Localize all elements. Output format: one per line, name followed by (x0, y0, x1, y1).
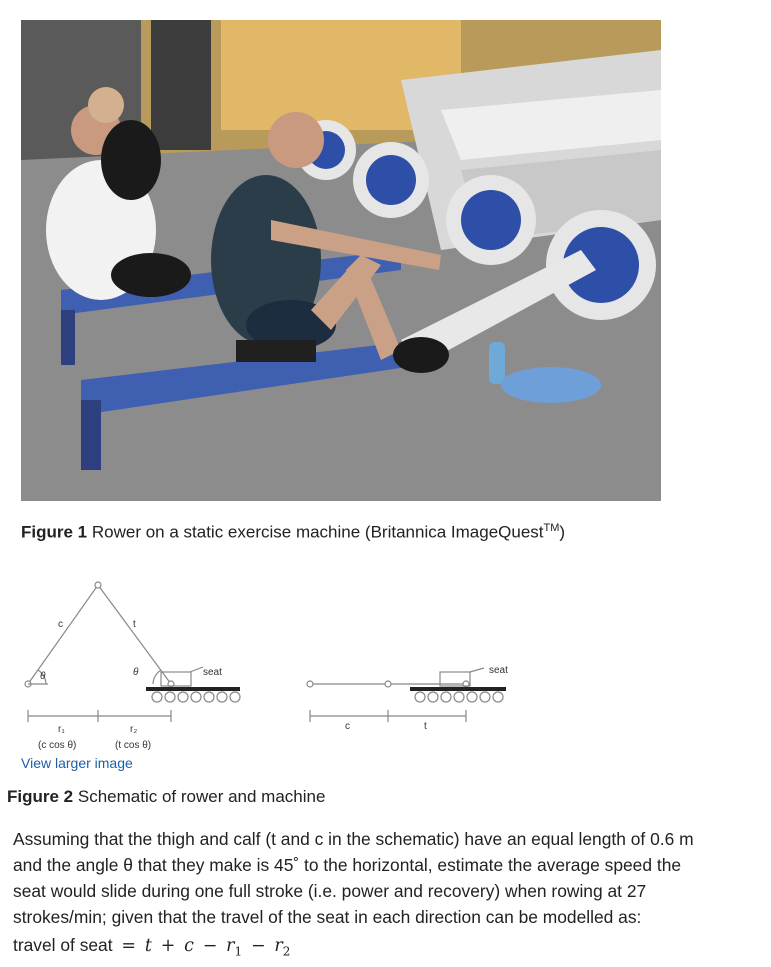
formula-r1-base: r (226, 936, 235, 956)
formula-t: t (144, 936, 152, 956)
schematic-roller (467, 692, 477, 702)
schematic-roller (165, 692, 175, 702)
formula-c: c (184, 936, 194, 956)
formula-minus-2: − (250, 936, 266, 956)
schematic-roller (230, 692, 240, 702)
schematic-leg-c (28, 585, 98, 684)
figure-2-text: Schematic of rower and machine (77, 787, 326, 806)
schematic-label-c: c (58, 619, 63, 630)
seat-travel-formula (13, 935, 290, 958)
figure-2-caption (7, 787, 325, 807)
schematic-label-r2-expr: (t cos θ) (115, 740, 152, 751)
schematic-knee-joint (95, 582, 101, 588)
formula-r2 (274, 936, 291, 959)
schematic-label-t: t (133, 619, 136, 630)
trademark-mark: TM (543, 522, 560, 534)
schematic-right-seat-pointer (470, 668, 484, 672)
schematic-seat-box (161, 672, 191, 686)
formula-prefix: travel of seat (13, 935, 113, 955)
view-larger-image-link[interactable]: View larger image (21, 755, 133, 771)
formula-r2-sub: 2 (282, 944, 291, 959)
schematic-roller (428, 692, 438, 702)
formula-plus: + (160, 936, 176, 956)
schematic-roller (217, 692, 227, 702)
figure-2-label: Figure 2 (7, 787, 74, 806)
schematic-label-theta-left: θ (40, 671, 46, 682)
schematic-roller (415, 692, 425, 702)
rower-schematic (18, 572, 518, 757)
schematic-roller (480, 692, 490, 702)
schematic-roller (204, 692, 214, 702)
formula-r2-base: r (274, 936, 283, 956)
rower-photo-illustration (21, 20, 661, 501)
rower-photo (21, 20, 661, 501)
schematic-label-r2: r₂ (130, 724, 138, 735)
schematic-label-seat: seat (203, 667, 222, 678)
schematic-angle-arc-right (153, 670, 161, 684)
schematic-label-theta-right: θ (133, 667, 139, 678)
formula-minus-1: − (202, 936, 218, 956)
schematic-right-label-c: c (345, 721, 350, 732)
schematic-roller (441, 692, 451, 702)
schematic-label-r1: r₁ (58, 724, 65, 735)
question-text: Assuming that the thigh and calf (t and c in the schematic) have an equal length of 0.6 m and the angle θ that they make is 45˚ to the horizontal, estimate the average speed the seat would slide during one full stroke (i.e. power and recovery) when rowing at 27 strokes/min; given that the travel of the seat in each direction can be modelled as: (13, 829, 694, 927)
schematic-roller (454, 692, 464, 702)
schematic-right-knee (385, 681, 391, 687)
schematic-right-label-t: t (424, 721, 427, 732)
schematic-right-ankle (307, 681, 313, 687)
figure-1-label: Figure 1 (21, 522, 88, 542)
schematic-seat-pointer (190, 667, 203, 672)
schematic-label-r1-expr: (c cos θ) (38, 740, 77, 751)
formula-equals: = (121, 936, 136, 956)
figure-1-caption (21, 522, 565, 543)
formula-r1 (226, 936, 243, 959)
figure-1-text-end: ) (559, 522, 566, 542)
schematic-roller (191, 692, 201, 702)
schematic-roller (493, 692, 503, 702)
schematic-roller (152, 692, 162, 702)
schematic-right-label-seat: seat (489, 665, 508, 676)
schematic-roller (178, 692, 188, 702)
formula-r1-sub: 1 (234, 944, 243, 959)
figure-1-text: Rower on a static exercise machine (Britannica ImageQuest (91, 522, 544, 542)
